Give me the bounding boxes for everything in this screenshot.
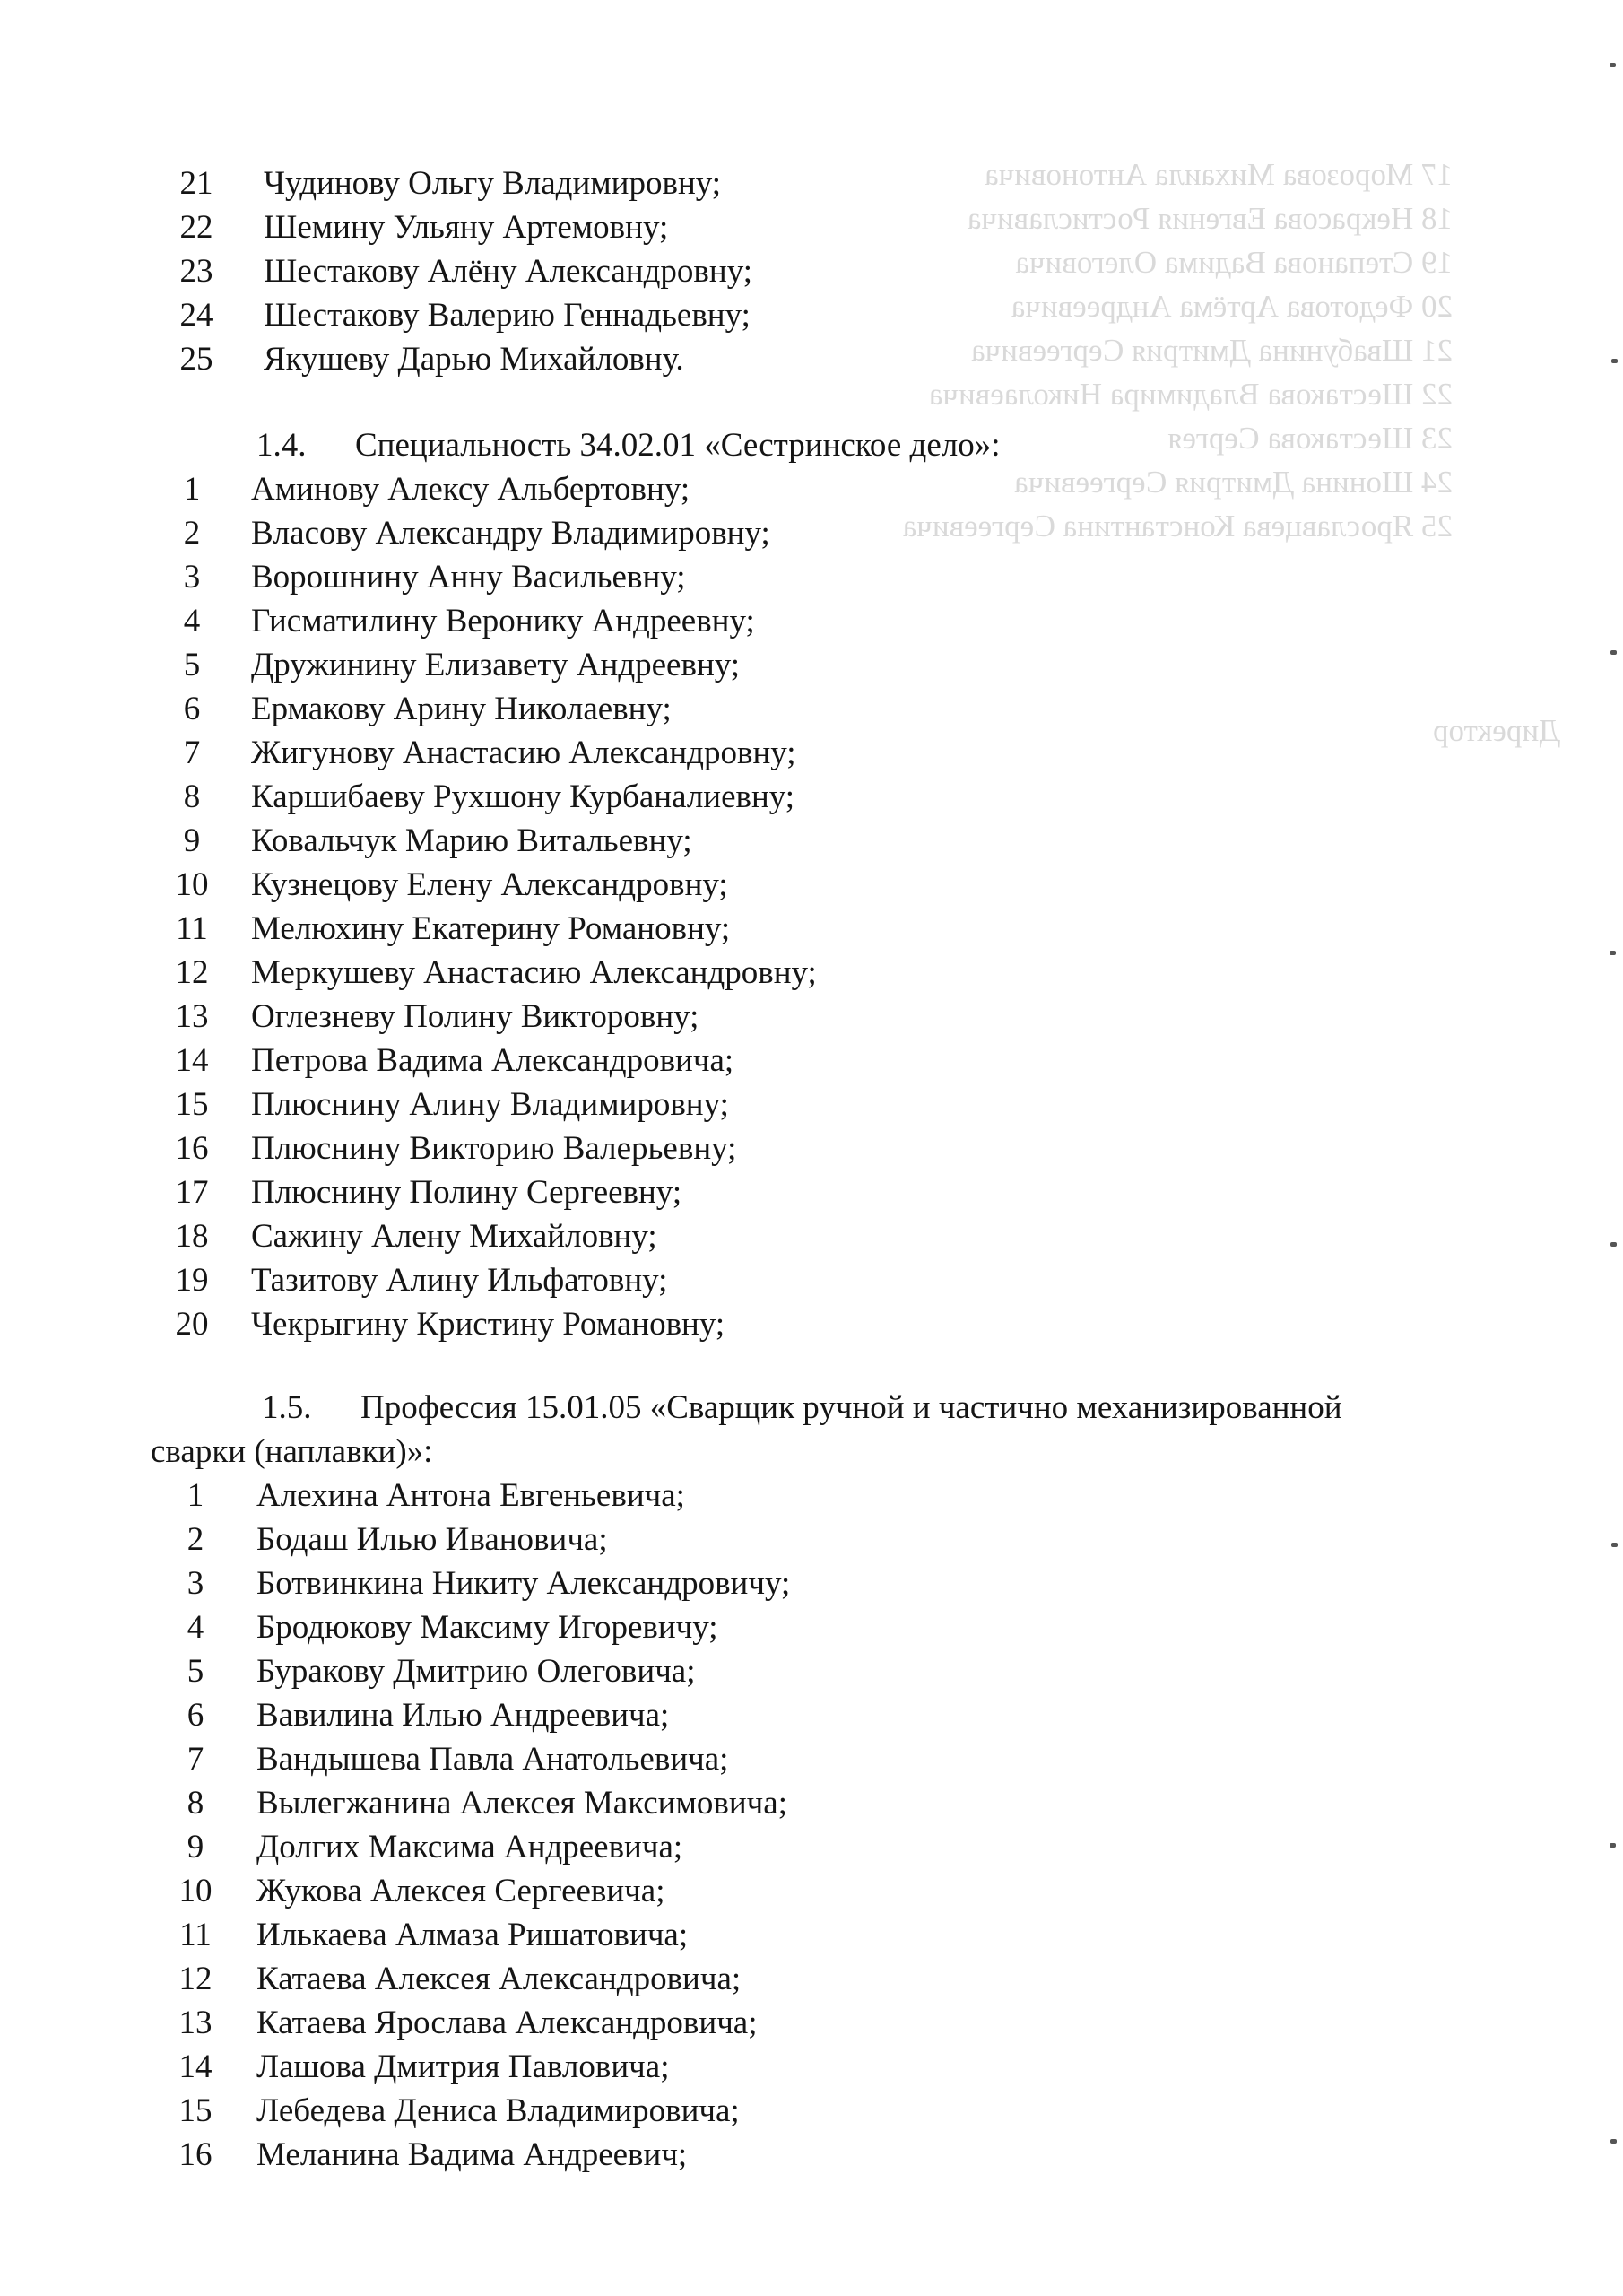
scan-mark [1610, 63, 1616, 67]
list-item: 14 Петрова Вадима Александровича; [175, 1042, 734, 1079]
list-item: 15 Лебедева Дениса Владимировича; [178, 2092, 740, 2129]
list-item: 1 Аминову Алексу Альбертовну; [183, 471, 690, 508]
list-item: 2 Власову Александру Владимировну; [183, 515, 770, 552]
list-item: 7 Вандышева Павла Анатольевича; [187, 1741, 729, 1778]
list-item: 15 Плюснину Алину Владимировну; [175, 1086, 729, 1123]
scan-mark [1611, 359, 1618, 363]
scan-mark [1611, 1543, 1618, 1547]
list-item: 9 Долгих Максима Андреевича; [187, 1829, 683, 1866]
list-item: 21 Чудинову Ольгу Владимировну; [179, 165, 722, 202]
section-heading-1-4 [256, 423, 1001, 467]
scan-mark [1610, 1843, 1616, 1848]
list-item: 13 Оглезневу Полину Викторовну; [175, 998, 699, 1035]
section-number: 1.4. [256, 427, 307, 464]
list-item: 4 Бродюкову Максиму Игоревичу; [187, 1609, 718, 1646]
list-item: 17 Плюснину Полину Сергеевну; [175, 1174, 682, 1211]
list-item: 25 Якушеву Дарью Михайловну. [179, 341, 684, 378]
section-title-continued: сварки (наплавки)»: [151, 1433, 433, 1470]
list-item: 20 Чекрыгину Кристину Романовну; [175, 1306, 725, 1343]
list-item: 5 Дружинину Елизавету Андреевну; [183, 647, 741, 683]
welder-list [169, 1474, 976, 2177]
list-item: 6 Ермакову Арину Николаевну; [183, 691, 672, 727]
list-item: 6 Вавилина Илью Андреевича; [187, 1697, 670, 1734]
section-heading-1-5 [262, 1386, 1342, 1430]
list-item: 12 Меркушеву Анастасию Александровну; [175, 954, 817, 991]
list-item: 16 Меланина Вадима Андреевич; [178, 2136, 688, 2173]
list-item: 23 Шестакову Алёну Александровну; [179, 253, 752, 290]
list-item: 1 Алехина Антона Евгеньевича; [187, 1477, 685, 1514]
list-item: 11 Илькаева Алмаза Ришатовича; [179, 1917, 689, 1953]
list-item: 7 Жигунову Анастасию Александровну; [183, 735, 796, 771]
scan-mark [1610, 2139, 1617, 2144]
list-item: 11 Мелюхину Екатерину Романовну; [176, 910, 731, 947]
section-number: 1.5. [262, 1389, 312, 1426]
list-item: 16 Плюснину Викторию Валерьевну; [175, 1130, 737, 1167]
scan-mark [1610, 650, 1617, 655]
list-item: 13 Катаева Ярослава Александровича; [178, 2005, 758, 2041]
list-item: 18 Сажину Алену Михайловну; [175, 1218, 657, 1255]
scan-mark [1610, 951, 1616, 955]
section-title: Профессия 15.01.05 «Сварщик ручной и частично механизированной [360, 1389, 1342, 1426]
list-item: 12 Катаева Алексея Александровича; [178, 1961, 742, 1997]
section-title: Специальность 34.02.01 «Сестринское дело»: [355, 427, 1001, 464]
list-item: 10 Жукова Алексея Сергеевича; [178, 1873, 665, 1909]
scan-mark [1610, 1242, 1617, 1247]
nursing-list [166, 467, 973, 1346]
list-item: 14 Лашова Дмитрия Павловича; [178, 2048, 670, 2085]
list-item: 4 Гисматилину Веронику Андреевну; [183, 603, 755, 639]
list-item: 24 Шестакову Валерию Геннадьевну; [179, 297, 751, 334]
list-item: 5 Буракову Дмитрию Олеговича; [187, 1653, 696, 1690]
list-item: 9 Ковальчук Марию Витальевну; [183, 822, 692, 859]
previous-list [170, 161, 977, 381]
list-item: 8 Вылегжанина Алексея Максимовича; [187, 1785, 787, 1822]
list-item: 10 Кузнецову Елену Александровну; [175, 866, 728, 903]
list-item: 3 Ботвинкина Никиту Александровичу; [187, 1565, 791, 1602]
list-item: 22 Шемину Ульяну Артемовну; [179, 209, 669, 246]
list-item: 8 Каршибаеву Рухшону Курбаналиевну; [183, 778, 795, 815]
bleed-through-text: 17 Морозова Михаила Антоновича 18 Некрасова Евгения Ростиславича 19 Степанова Вадима Олеговича 20 Федотова Артёма Андреевича 21 Швабунина Дмитрия Сергеевича 22 Шестакова Владимира Николаевича 23 Шестакова Сергея 24 Шонина Дмитрия Сергеевича 25 Ярославцева Константина Сергеевича Директор [902, 157, 1560, 748]
list-item: 3 Ворошнину Анну Васильевну; [183, 559, 686, 596]
list-item: 2 Бодаш Илью Ивановича; [187, 1521, 608, 1558]
list-item: 19 Тазитову Алину Ильфатовну; [175, 1262, 668, 1299]
